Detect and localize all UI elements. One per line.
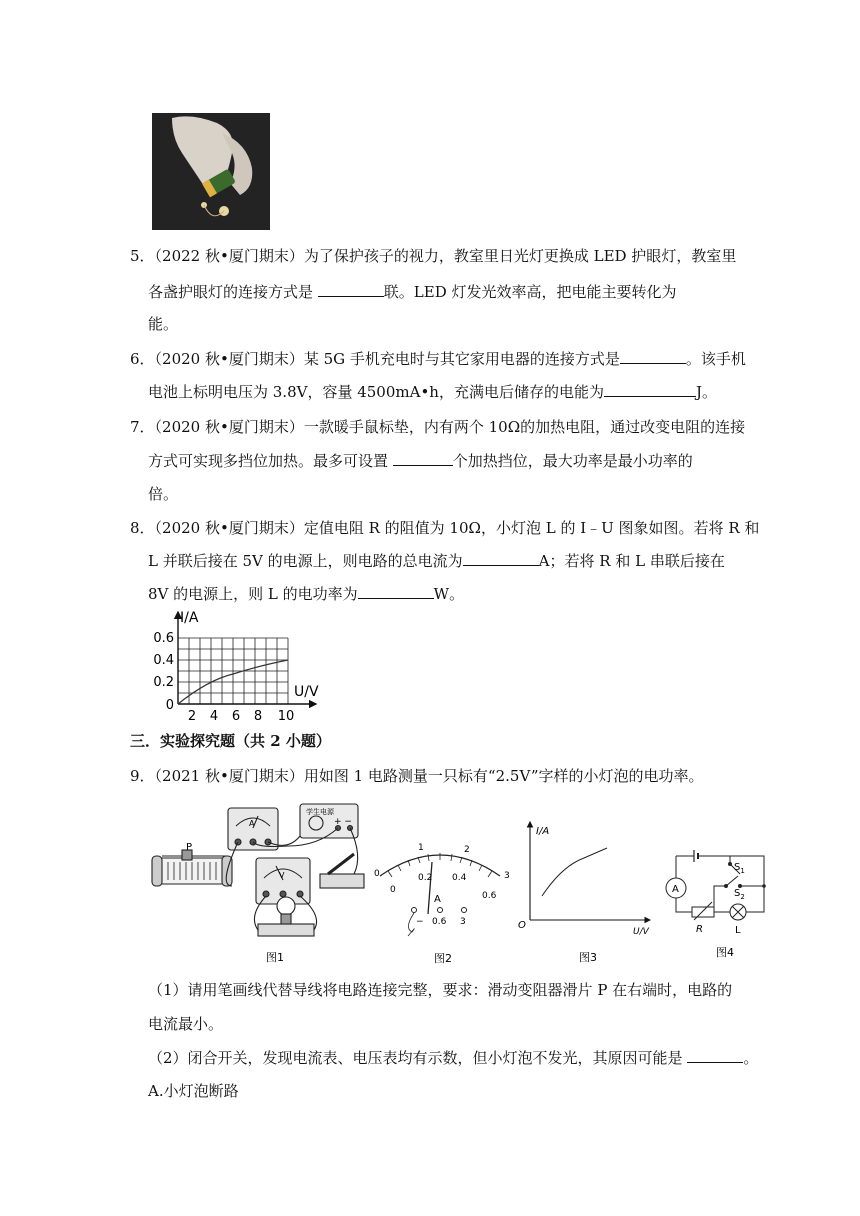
- fig1-ammeter-label: A: [249, 819, 255, 828]
- fig1-caption: 图1: [266, 951, 284, 964]
- q7-line2-tail: 个加热挡位，最大功率是最小功率的: [452, 452, 693, 470]
- q7-blank-1[interactable]: [393, 451, 453, 466]
- q6-number: 6．: [130, 350, 155, 368]
- q6-blank-2[interactable]: [604, 382, 696, 397]
- q8-line2: [148, 551, 725, 571]
- q8-blank-2[interactable]: [358, 584, 434, 599]
- q5-line2-text: 各盏护眼灯的连接方式是: [148, 283, 318, 301]
- q5-line3-text: 能。: [148, 315, 179, 333]
- xtick: 4: [209, 709, 219, 724]
- fig4-r-label: R: [696, 924, 703, 935]
- q8-number: 8．: [130, 519, 155, 537]
- figure-2-meter: [368, 838, 513, 966]
- xtick: 2: [187, 709, 197, 724]
- battery-hand-photo: [152, 113, 270, 230]
- meter-outer-tick: 1: [418, 843, 424, 853]
- graph-ylabel: I/A: [180, 610, 199, 626]
- q8-blank-1[interactable]: [463, 551, 539, 566]
- fig3-xlabel: U/V: [633, 927, 649, 937]
- section-heading: 三．实验探究题（共 2 小题）: [130, 732, 331, 750]
- q6-line1-tail: 。该手机: [685, 350, 746, 368]
- meter-inner-tick: 0.4: [452, 873, 467, 883]
- q7-line1-text: （2020 秋•厦门期末）一款暖手鼠标垫，内有两个 10Ω的加热电阻，通过改变电阻的连接: [154, 418, 746, 436]
- q6-blank-1[interactable]: [620, 349, 686, 364]
- q5-line2-tail: 联。LED 灯发光效率高，把电能主要转化为: [383, 283, 677, 301]
- q6-line2-text: 电池上标明电压为 3.8V，容量 4500mA•h，充满电后储存的电能为: [148, 383, 604, 401]
- xtick: 6: [231, 709, 241, 724]
- fig3-caption: 图3: [579, 951, 597, 964]
- q7-line3: [148, 484, 178, 504]
- q8-line2-tail: A；若将 R 和 L 串联后接在: [538, 552, 725, 570]
- fig4-s2-label: $S_2$: [734, 888, 745, 901]
- xtick: 8: [253, 709, 263, 724]
- ytick: 0.6: [153, 631, 174, 646]
- q9-number: 9．: [130, 767, 155, 785]
- fig2-caption: 图2: [434, 952, 452, 965]
- fig1-supply-label: 学生电源: [306, 808, 334, 816]
- question-5: [130, 246, 736, 266]
- q8-line3-tail: W。: [433, 585, 465, 603]
- meter-inner-tick: 0: [390, 885, 396, 895]
- q9-option-a-text: A.小灯泡断路: [148, 1082, 239, 1100]
- q9-sub2: [148, 1048, 758, 1068]
- q9-sub1-cont: [148, 1014, 223, 1034]
- ytick: 0.4: [153, 653, 174, 668]
- fig4-s1-label: $S_1$: [734, 862, 745, 875]
- q9-sub2-tail: 。: [743, 1049, 759, 1067]
- graph-xlabel: U/V: [294, 684, 319, 700]
- q8-line3-text: 8V 的电源上，则 L 的电功率为: [148, 585, 358, 603]
- fig1-p-label: P: [186, 842, 193, 853]
- xtick: 10: [277, 709, 295, 724]
- meter-outer-tick: 2: [464, 845, 470, 855]
- q8-line1-text: （2020 秋•厦门期末）定值电阻 R 的阻值为 10Ω，小灯泡 L 的 I﹣U 图象如图。若将 R 和: [154, 519, 760, 537]
- iu-graph: [148, 608, 328, 726]
- q9-option-a: [148, 1081, 239, 1101]
- meter-inner-tick: 0.2: [418, 873, 433, 883]
- fig4-l-label: L: [735, 925, 741, 936]
- q6-line2-tail: J。: [695, 383, 717, 401]
- fig3-ylabel: I/A: [536, 826, 550, 837]
- q6-line1-text: （2020 秋•厦门期末）某 5G 手机充电时与其它家用电器的连接方式是: [154, 350, 620, 368]
- q5-blank-1[interactable]: [318, 282, 384, 297]
- figure-3-sketch: [512, 818, 657, 968]
- q7-line3-text: 倍。: [148, 485, 179, 503]
- q7-line2-text: 方式可实现多挡位加热。最多可设置: [148, 452, 393, 470]
- meter-unit: A: [434, 894, 441, 905]
- q7-line2: [148, 451, 693, 471]
- fig1-voltmeter-label: V: [279, 871, 285, 880]
- question-7: [130, 417, 745, 437]
- q9-sub2-text: （2）闭合开关，发现电流表、电压表均有示数，但小灯泡不发光，其原因可能是: [148, 1049, 688, 1067]
- fig3-origin: O: [518, 920, 526, 931]
- q7-number: 7．: [130, 418, 155, 436]
- q9-sub1-tail: 电流最小。: [148, 1015, 224, 1033]
- q5-line1: （2022 秋•厦门期末）为了保护孩子的视力，教室里日光灯更换成 LED 护眼灯，教室里: [154, 247, 737, 265]
- q5-line3: [148, 314, 178, 334]
- q9-blank-1[interactable]: [687, 1048, 743, 1063]
- q8-line3: [148, 584, 464, 604]
- q5-line2: [148, 282, 677, 302]
- meter-terminal: 0.6: [432, 917, 447, 927]
- fig4-caption: 图4: [716, 946, 734, 959]
- ytick: 0: [165, 698, 174, 713]
- q9-line1-text: （2021 秋•厦门期末）用如图 1 电路测量一只标有“2.5V”字样的小灯泡的电功率。: [154, 767, 704, 785]
- fig3-curve: [542, 848, 607, 896]
- question-9: [130, 766, 704, 786]
- q6-line2: [148, 382, 717, 402]
- meter-outer-tick: 0: [374, 869, 380, 879]
- q9-sub1: [148, 980, 732, 1000]
- ytick: 0.2: [153, 675, 174, 690]
- meter-inner-tick: 0.6: [482, 891, 497, 901]
- meter-needle: [428, 862, 432, 914]
- figure-4-schematic: [658, 840, 778, 966]
- fig4-ammeter-label: A: [672, 884, 679, 895]
- meter-terminal: 3: [460, 917, 466, 927]
- q8-line2-text: L 并联后接在 5V 的电源上，则电路的总电流为: [148, 552, 463, 570]
- fig1-pm-label: + −: [334, 817, 352, 827]
- q5-number: 5．: [130, 247, 155, 265]
- question-8: [130, 518, 759, 538]
- question-6: [130, 349, 746, 369]
- figure-1-circuit: [148, 796, 373, 968]
- q9-sub1-text: （1）请用笔画线代替导线将电路连接完整，要求：滑动变阻器滑片 P 在右端时，电路的: [148, 981, 733, 999]
- meter-terminal: −: [416, 917, 424, 927]
- meter-outer-tick: 3: [504, 871, 510, 881]
